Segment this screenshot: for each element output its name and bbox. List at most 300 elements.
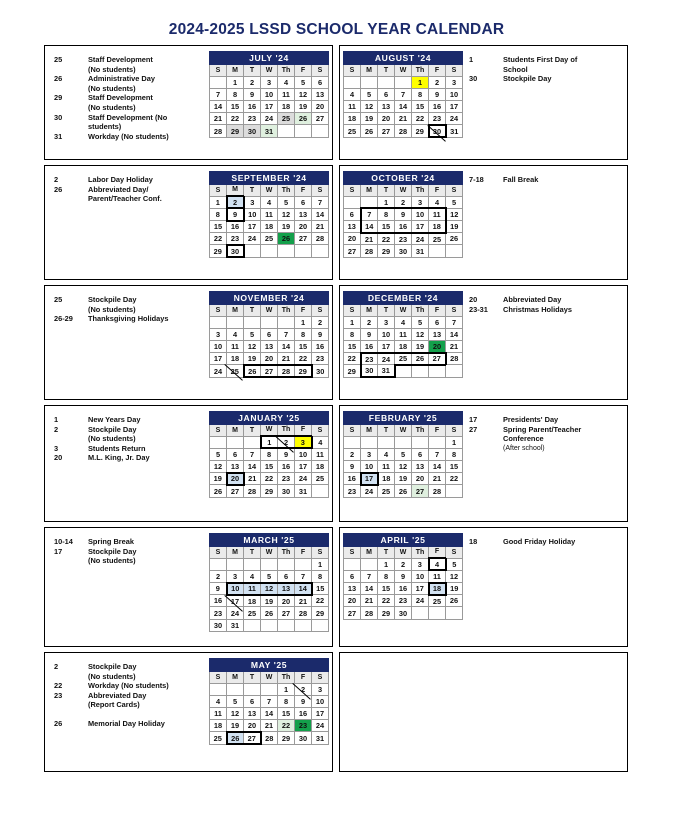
- day-cell[interactable]: 4: [312, 436, 329, 448]
- day-cell[interactable]: 26: [395, 485, 412, 497]
- day-cell[interactable]: 9: [278, 448, 295, 460]
- day-cell[interactable]: 5: [227, 695, 244, 707]
- day-cell[interactable]: 8: [446, 448, 463, 460]
- day-cell[interactable]: 19: [261, 595, 278, 607]
- day-cell[interactable]: 21: [361, 595, 378, 607]
- day-cell[interactable]: 28: [361, 245, 378, 257]
- day-cell[interactable]: 22: [446, 473, 463, 485]
- day-cell[interactable]: 6: [278, 570, 295, 582]
- day-cell[interactable]: 18: [210, 720, 227, 732]
- day-cell[interactable]: 28: [278, 365, 295, 377]
- day-cell[interactable]: 25: [261, 233, 278, 245]
- day-cell[interactable]: 14: [278, 341, 295, 353]
- day-cell[interactable]: 27: [344, 607, 361, 619]
- day-cell[interactable]: 25: [278, 113, 295, 125]
- day-cell[interactable]: 9: [244, 88, 261, 100]
- day-cell[interactable]: 29: [312, 607, 329, 619]
- day-cell[interactable]: 27: [429, 353, 446, 365]
- day-cell[interactable]: 30: [278, 485, 295, 497]
- day-cell[interactable]: 23: [295, 720, 312, 732]
- day-cell[interactable]: 22: [295, 353, 312, 365]
- day-cell[interactable]: 2: [429, 76, 446, 88]
- day-cell[interactable]: 23: [395, 233, 412, 245]
- day-cell[interactable]: 20: [244, 720, 261, 732]
- day-cell[interactable]: 14: [261, 708, 278, 720]
- day-cell[interactable]: 28: [429, 485, 446, 497]
- day-cell[interactable]: 9: [227, 208, 244, 220]
- day-cell[interactable]: 30: [210, 619, 227, 631]
- day-cell[interactable]: 4: [278, 76, 295, 88]
- day-cell[interactable]: 25: [344, 125, 361, 137]
- day-cell[interactable]: 9: [429, 88, 446, 100]
- day-cell[interactable]: 3: [446, 76, 463, 88]
- day-cell[interactable]: 6: [244, 695, 261, 707]
- day-cell[interactable]: 22: [261, 473, 278, 485]
- day-cell[interactable]: 15: [227, 101, 244, 113]
- day-cell[interactable]: 10: [261, 88, 278, 100]
- day-cell[interactable]: 7: [261, 695, 278, 707]
- day-cell[interactable]: 9: [210, 583, 227, 595]
- day-cell[interactable]: 1: [344, 316, 361, 328]
- day-cell[interactable]: 19: [210, 473, 227, 485]
- day-cell[interactable]: 18: [227, 353, 244, 365]
- day-cell[interactable]: 14: [361, 221, 378, 233]
- day-cell[interactable]: 17: [295, 461, 312, 473]
- day-cell[interactable]: 16: [244, 101, 261, 113]
- day-cell[interactable]: 31: [312, 732, 329, 744]
- day-cell[interactable]: 6: [344, 570, 361, 582]
- day-cell[interactable]: 23: [312, 353, 329, 365]
- day-cell[interactable]: 13: [378, 101, 395, 113]
- day-cell[interactable]: 25: [395, 353, 412, 365]
- day-cell[interactable]: 23: [210, 607, 227, 619]
- day-cell[interactable]: 8: [210, 208, 227, 220]
- day-cell[interactable]: 26: [227, 732, 244, 744]
- day-cell[interactable]: 18: [378, 473, 395, 485]
- day-cell[interactable]: 22: [210, 233, 227, 245]
- day-cell[interactable]: 28: [395, 125, 412, 137]
- day-cell[interactable]: 28: [210, 125, 227, 137]
- day-cell[interactable]: 22: [278, 720, 295, 732]
- day-cell[interactable]: 20: [278, 595, 295, 607]
- day-cell[interactable]: 16: [210, 595, 227, 607]
- day-cell[interactable]: 18: [244, 595, 261, 607]
- day-cell[interactable]: 23: [344, 485, 361, 497]
- day-cell[interactable]: 25: [429, 595, 446, 607]
- day-cell[interactable]: 26: [244, 365, 261, 377]
- day-cell[interactable]: 31: [227, 619, 244, 631]
- day-cell[interactable]: 24: [227, 607, 244, 619]
- day-cell[interactable]: 26: [295, 113, 312, 125]
- day-cell[interactable]: 15: [295, 341, 312, 353]
- day-cell[interactable]: 6: [312, 76, 329, 88]
- day-cell[interactable]: 8: [412, 88, 429, 100]
- day-cell[interactable]: 8: [227, 88, 244, 100]
- day-cell[interactable]: 13: [295, 208, 312, 220]
- day-cell[interactable]: 17: [227, 595, 244, 607]
- day-cell[interactable]: 4: [210, 695, 227, 707]
- day-cell[interactable]: 19: [446, 221, 463, 233]
- day-cell[interactable]: 7: [278, 328, 295, 340]
- day-cell[interactable]: 13: [412, 461, 429, 473]
- day-cell[interactable]: 12: [446, 208, 463, 220]
- day-cell[interactable]: 3: [361, 448, 378, 460]
- day-cell[interactable]: 11: [395, 328, 412, 340]
- day-cell[interactable]: 15: [378, 221, 395, 233]
- day-cell[interactable]: 14: [312, 208, 329, 220]
- day-cell[interactable]: 9: [344, 461, 361, 473]
- day-cell[interactable]: 10: [412, 570, 429, 582]
- day-cell[interactable]: 4: [227, 328, 244, 340]
- day-cell[interactable]: 24: [312, 720, 329, 732]
- day-cell[interactable]: 31: [378, 365, 395, 377]
- day-cell[interactable]: 26: [261, 607, 278, 619]
- day-cell[interactable]: 17: [361, 473, 378, 485]
- day-cell[interactable]: 12: [261, 583, 278, 595]
- day-cell[interactable]: 29: [344, 365, 361, 377]
- day-cell[interactable]: 28: [244, 485, 261, 497]
- day-cell[interactable]: 14: [446, 328, 463, 340]
- day-cell[interactable]: 10: [227, 583, 244, 595]
- day-cell[interactable]: 3: [378, 316, 395, 328]
- day-cell[interactable]: 1: [227, 76, 244, 88]
- day-cell[interactable]: 4: [429, 196, 446, 208]
- day-cell[interactable]: 19: [227, 720, 244, 732]
- day-cell[interactable]: 21: [446, 341, 463, 353]
- day-cell[interactable]: 21: [210, 113, 227, 125]
- day-cell[interactable]: 29: [278, 732, 295, 744]
- day-cell[interactable]: 2: [295, 683, 312, 695]
- day-cell[interactable]: 23: [278, 473, 295, 485]
- day-cell[interactable]: 3: [227, 570, 244, 582]
- day-cell[interactable]: 20: [344, 595, 361, 607]
- day-cell[interactable]: 11: [261, 208, 278, 220]
- day-cell[interactable]: 16: [429, 101, 446, 113]
- day-cell[interactable]: 27: [295, 233, 312, 245]
- day-cell[interactable]: 16: [312, 341, 329, 353]
- day-cell[interactable]: 1: [312, 558, 329, 570]
- day-cell[interactable]: 21: [295, 595, 312, 607]
- day-cell[interactable]: 10: [312, 695, 329, 707]
- day-cell[interactable]: 13: [344, 221, 361, 233]
- day-cell[interactable]: 28: [361, 607, 378, 619]
- day-cell[interactable]: 31: [295, 485, 312, 497]
- day-cell[interactable]: 5: [261, 570, 278, 582]
- day-cell[interactable]: 16: [295, 708, 312, 720]
- day-cell[interactable]: 25: [210, 732, 227, 744]
- day-cell[interactable]: 24: [361, 485, 378, 497]
- day-cell[interactable]: 1: [261, 436, 278, 448]
- day-cell[interactable]: 4: [429, 558, 446, 570]
- day-cell[interactable]: 21: [395, 113, 412, 125]
- day-cell[interactable]: 2: [210, 570, 227, 582]
- day-cell[interactable]: 22: [378, 595, 395, 607]
- day-cell[interactable]: 13: [244, 708, 261, 720]
- day-cell[interactable]: 21: [261, 720, 278, 732]
- day-cell[interactable]: 15: [378, 583, 395, 595]
- day-cell[interactable]: 10: [210, 341, 227, 353]
- day-cell[interactable]: 26: [361, 125, 378, 137]
- day-cell[interactable]: 27: [278, 607, 295, 619]
- day-cell[interactable]: 19: [412, 341, 429, 353]
- day-cell[interactable]: 16: [361, 341, 378, 353]
- day-cell[interactable]: 2: [395, 196, 412, 208]
- day-cell[interactable]: 4: [261, 196, 278, 208]
- day-cell[interactable]: 26: [278, 233, 295, 245]
- day-cell[interactable]: 3: [261, 76, 278, 88]
- day-cell[interactable]: 30: [244, 125, 261, 137]
- day-cell[interactable]: 14: [395, 101, 412, 113]
- day-cell[interactable]: 30: [429, 125, 446, 137]
- day-cell[interactable]: 19: [361, 113, 378, 125]
- day-cell[interactable]: 6: [344, 208, 361, 220]
- day-cell[interactable]: 29: [261, 485, 278, 497]
- day-cell[interactable]: 11: [429, 570, 446, 582]
- day-cell[interactable]: 29: [378, 245, 395, 257]
- day-cell[interactable]: 24: [210, 365, 227, 377]
- day-cell[interactable]: 18: [395, 341, 412, 353]
- day-cell[interactable]: 26: [446, 233, 463, 245]
- day-cell[interactable]: 1: [210, 196, 227, 208]
- day-cell[interactable]: 20: [227, 473, 244, 485]
- day-cell[interactable]: 16: [278, 461, 295, 473]
- day-cell[interactable]: 9: [395, 208, 412, 220]
- day-cell[interactable]: 5: [278, 196, 295, 208]
- day-cell[interactable]: 17: [210, 353, 227, 365]
- day-cell[interactable]: 11: [278, 88, 295, 100]
- day-cell[interactable]: 7: [446, 316, 463, 328]
- day-cell[interactable]: 12: [244, 341, 261, 353]
- day-cell[interactable]: 3: [244, 196, 261, 208]
- day-cell[interactable]: 30: [295, 732, 312, 744]
- day-cell[interactable]: 8: [295, 328, 312, 340]
- day-cell[interactable]: 2: [227, 196, 244, 208]
- day-cell[interactable]: 25: [378, 485, 395, 497]
- day-cell[interactable]: 28: [261, 732, 278, 744]
- day-cell[interactable]: 22: [344, 353, 361, 365]
- day-cell[interactable]: 21: [244, 473, 261, 485]
- day-cell[interactable]: 25: [312, 473, 329, 485]
- day-cell[interactable]: 9: [361, 328, 378, 340]
- day-cell[interactable]: 16: [395, 221, 412, 233]
- day-cell[interactable]: 31: [412, 245, 429, 257]
- day-cell[interactable]: 7: [429, 448, 446, 460]
- day-cell[interactable]: 13: [312, 88, 329, 100]
- day-cell[interactable]: 19: [295, 101, 312, 113]
- day-cell[interactable]: 11: [227, 341, 244, 353]
- day-cell[interactable]: 13: [278, 583, 295, 595]
- day-cell[interactable]: 27: [412, 485, 429, 497]
- day-cell[interactable]: 4: [244, 570, 261, 582]
- day-cell[interactable]: 1: [412, 76, 429, 88]
- day-cell[interactable]: 18: [344, 113, 361, 125]
- day-cell[interactable]: 21: [429, 473, 446, 485]
- day-cell[interactable]: 11: [312, 448, 329, 460]
- day-cell[interactable]: 12: [446, 570, 463, 582]
- day-cell[interactable]: 13: [227, 461, 244, 473]
- day-cell[interactable]: 31: [261, 125, 278, 137]
- day-cell[interactable]: 29: [378, 607, 395, 619]
- day-cell[interactable]: 10: [295, 448, 312, 460]
- day-cell[interactable]: 7: [295, 570, 312, 582]
- day-cell[interactable]: 5: [361, 88, 378, 100]
- day-cell[interactable]: 25: [244, 607, 261, 619]
- day-cell[interactable]: 9: [295, 695, 312, 707]
- day-cell[interactable]: 7: [361, 208, 378, 220]
- day-cell[interactable]: 23: [244, 113, 261, 125]
- day-cell[interactable]: 24: [446, 113, 463, 125]
- day-cell[interactable]: 17: [412, 221, 429, 233]
- day-cell[interactable]: 18: [429, 221, 446, 233]
- day-cell[interactable]: 6: [429, 316, 446, 328]
- day-cell[interactable]: 1: [378, 196, 395, 208]
- day-cell[interactable]: 16: [227, 221, 244, 233]
- day-cell[interactable]: 13: [429, 328, 446, 340]
- day-cell[interactable]: 27: [244, 732, 261, 744]
- day-cell[interactable]: 15: [312, 583, 329, 595]
- day-cell[interactable]: 30: [312, 365, 329, 377]
- day-cell[interactable]: 23: [361, 353, 378, 365]
- day-cell[interactable]: 19: [395, 473, 412, 485]
- day-cell[interactable]: 5: [210, 448, 227, 460]
- day-cell[interactable]: 9: [395, 570, 412, 582]
- day-cell[interactable]: 5: [395, 448, 412, 460]
- day-cell[interactable]: 3: [412, 558, 429, 570]
- day-cell[interactable]: 5: [446, 558, 463, 570]
- day-cell[interactable]: 11: [378, 461, 395, 473]
- day-cell[interactable]: 28: [295, 607, 312, 619]
- day-cell[interactable]: 30: [395, 607, 412, 619]
- day-cell[interactable]: 2: [244, 76, 261, 88]
- day-cell[interactable]: 17: [312, 708, 329, 720]
- day-cell[interactable]: 30: [361, 365, 378, 377]
- day-cell[interactable]: 5: [412, 316, 429, 328]
- day-cell[interactable]: 30: [395, 245, 412, 257]
- day-cell[interactable]: 1: [278, 683, 295, 695]
- day-cell[interactable]: 12: [295, 88, 312, 100]
- day-cell[interactable]: 15: [210, 221, 227, 233]
- day-cell[interactable]: 15: [344, 341, 361, 353]
- day-cell[interactable]: 17: [446, 101, 463, 113]
- day-cell[interactable]: 15: [412, 101, 429, 113]
- day-cell[interactable]: 20: [412, 473, 429, 485]
- day-cell[interactable]: 16: [344, 473, 361, 485]
- day-cell[interactable]: 11: [210, 708, 227, 720]
- day-cell[interactable]: 14: [295, 583, 312, 595]
- day-cell[interactable]: 7: [312, 196, 329, 208]
- day-cell[interactable]: 6: [227, 448, 244, 460]
- day-cell[interactable]: 16: [395, 583, 412, 595]
- day-cell[interactable]: 8: [344, 328, 361, 340]
- day-cell[interactable]: 18: [312, 461, 329, 473]
- day-cell[interactable]: 23: [227, 233, 244, 245]
- day-cell[interactable]: 23: [395, 595, 412, 607]
- day-cell[interactable]: 2: [312, 316, 329, 328]
- day-cell[interactable]: 7: [244, 448, 261, 460]
- day-cell[interactable]: 8: [312, 570, 329, 582]
- day-cell[interactable]: 6: [412, 448, 429, 460]
- day-cell[interactable]: 17: [378, 341, 395, 353]
- day-cell[interactable]: 12: [210, 461, 227, 473]
- day-cell[interactable]: 1: [378, 558, 395, 570]
- day-cell[interactable]: 10: [378, 328, 395, 340]
- day-cell[interactable]: 24: [378, 353, 395, 365]
- day-cell[interactable]: 4: [395, 316, 412, 328]
- day-cell[interactable]: 17: [412, 583, 429, 595]
- day-cell[interactable]: 22: [378, 233, 395, 245]
- day-cell[interactable]: 20: [378, 113, 395, 125]
- day-cell[interactable]: 19: [244, 353, 261, 365]
- day-cell[interactable]: 3: [210, 328, 227, 340]
- day-cell[interactable]: 4: [378, 448, 395, 460]
- day-cell[interactable]: 8: [261, 448, 278, 460]
- day-cell[interactable]: 10: [446, 88, 463, 100]
- day-cell[interactable]: 22: [412, 113, 429, 125]
- day-cell[interactable]: 7: [395, 88, 412, 100]
- day-cell[interactable]: 27: [344, 245, 361, 257]
- day-cell[interactable]: 15: [261, 461, 278, 473]
- day-cell[interactable]: 29: [210, 245, 227, 257]
- day-cell[interactable]: 7: [361, 570, 378, 582]
- day-cell[interactable]: 6: [295, 196, 312, 208]
- day-cell[interactable]: 27: [312, 113, 329, 125]
- day-cell[interactable]: 20: [344, 233, 361, 245]
- day-cell[interactable]: 25: [429, 233, 446, 245]
- day-cell[interactable]: 13: [261, 341, 278, 353]
- day-cell[interactable]: 1: [295, 316, 312, 328]
- day-cell[interactable]: 26: [210, 485, 227, 497]
- day-cell[interactable]: 10: [244, 208, 261, 220]
- day-cell[interactable]: 6: [378, 88, 395, 100]
- day-cell[interactable]: 20: [312, 101, 329, 113]
- day-cell[interactable]: 1: [446, 436, 463, 448]
- day-cell[interactable]: 18: [278, 101, 295, 113]
- day-cell[interactable]: 12: [361, 101, 378, 113]
- day-cell[interactable]: 26: [446, 595, 463, 607]
- day-cell[interactable]: 17: [261, 101, 278, 113]
- day-cell[interactable]: 14: [429, 461, 446, 473]
- day-cell[interactable]: 10: [361, 461, 378, 473]
- day-cell[interactable]: 23: [429, 113, 446, 125]
- day-cell[interactable]: 5: [446, 196, 463, 208]
- day-cell[interactable]: 14: [210, 101, 227, 113]
- day-cell[interactable]: 22: [227, 113, 244, 125]
- day-cell[interactable]: 25: [227, 365, 244, 377]
- day-cell[interactable]: 2: [278, 436, 295, 448]
- day-cell[interactable]: 3: [312, 683, 329, 695]
- day-cell[interactable]: 19: [278, 221, 295, 233]
- day-cell[interactable]: 31: [446, 125, 463, 137]
- day-cell[interactable]: 10: [412, 208, 429, 220]
- day-cell[interactable]: 28: [446, 353, 463, 365]
- day-cell[interactable]: 20: [429, 341, 446, 353]
- day-cell[interactable]: 12: [278, 208, 295, 220]
- day-cell[interactable]: 21: [278, 353, 295, 365]
- day-cell[interactable]: 26: [412, 353, 429, 365]
- day-cell[interactable]: 8: [378, 570, 395, 582]
- day-cell[interactable]: 18: [261, 221, 278, 233]
- day-cell[interactable]: 17: [244, 221, 261, 233]
- day-cell[interactable]: 21: [361, 233, 378, 245]
- day-cell[interactable]: 27: [261, 365, 278, 377]
- day-cell[interactable]: 18: [429, 583, 446, 595]
- day-cell[interactable]: 29: [295, 365, 312, 377]
- day-cell[interactable]: 8: [278, 695, 295, 707]
- day-cell[interactable]: 9: [312, 328, 329, 340]
- day-cell[interactable]: 12: [395, 461, 412, 473]
- day-cell[interactable]: 7: [210, 88, 227, 100]
- day-cell[interactable]: 24: [244, 233, 261, 245]
